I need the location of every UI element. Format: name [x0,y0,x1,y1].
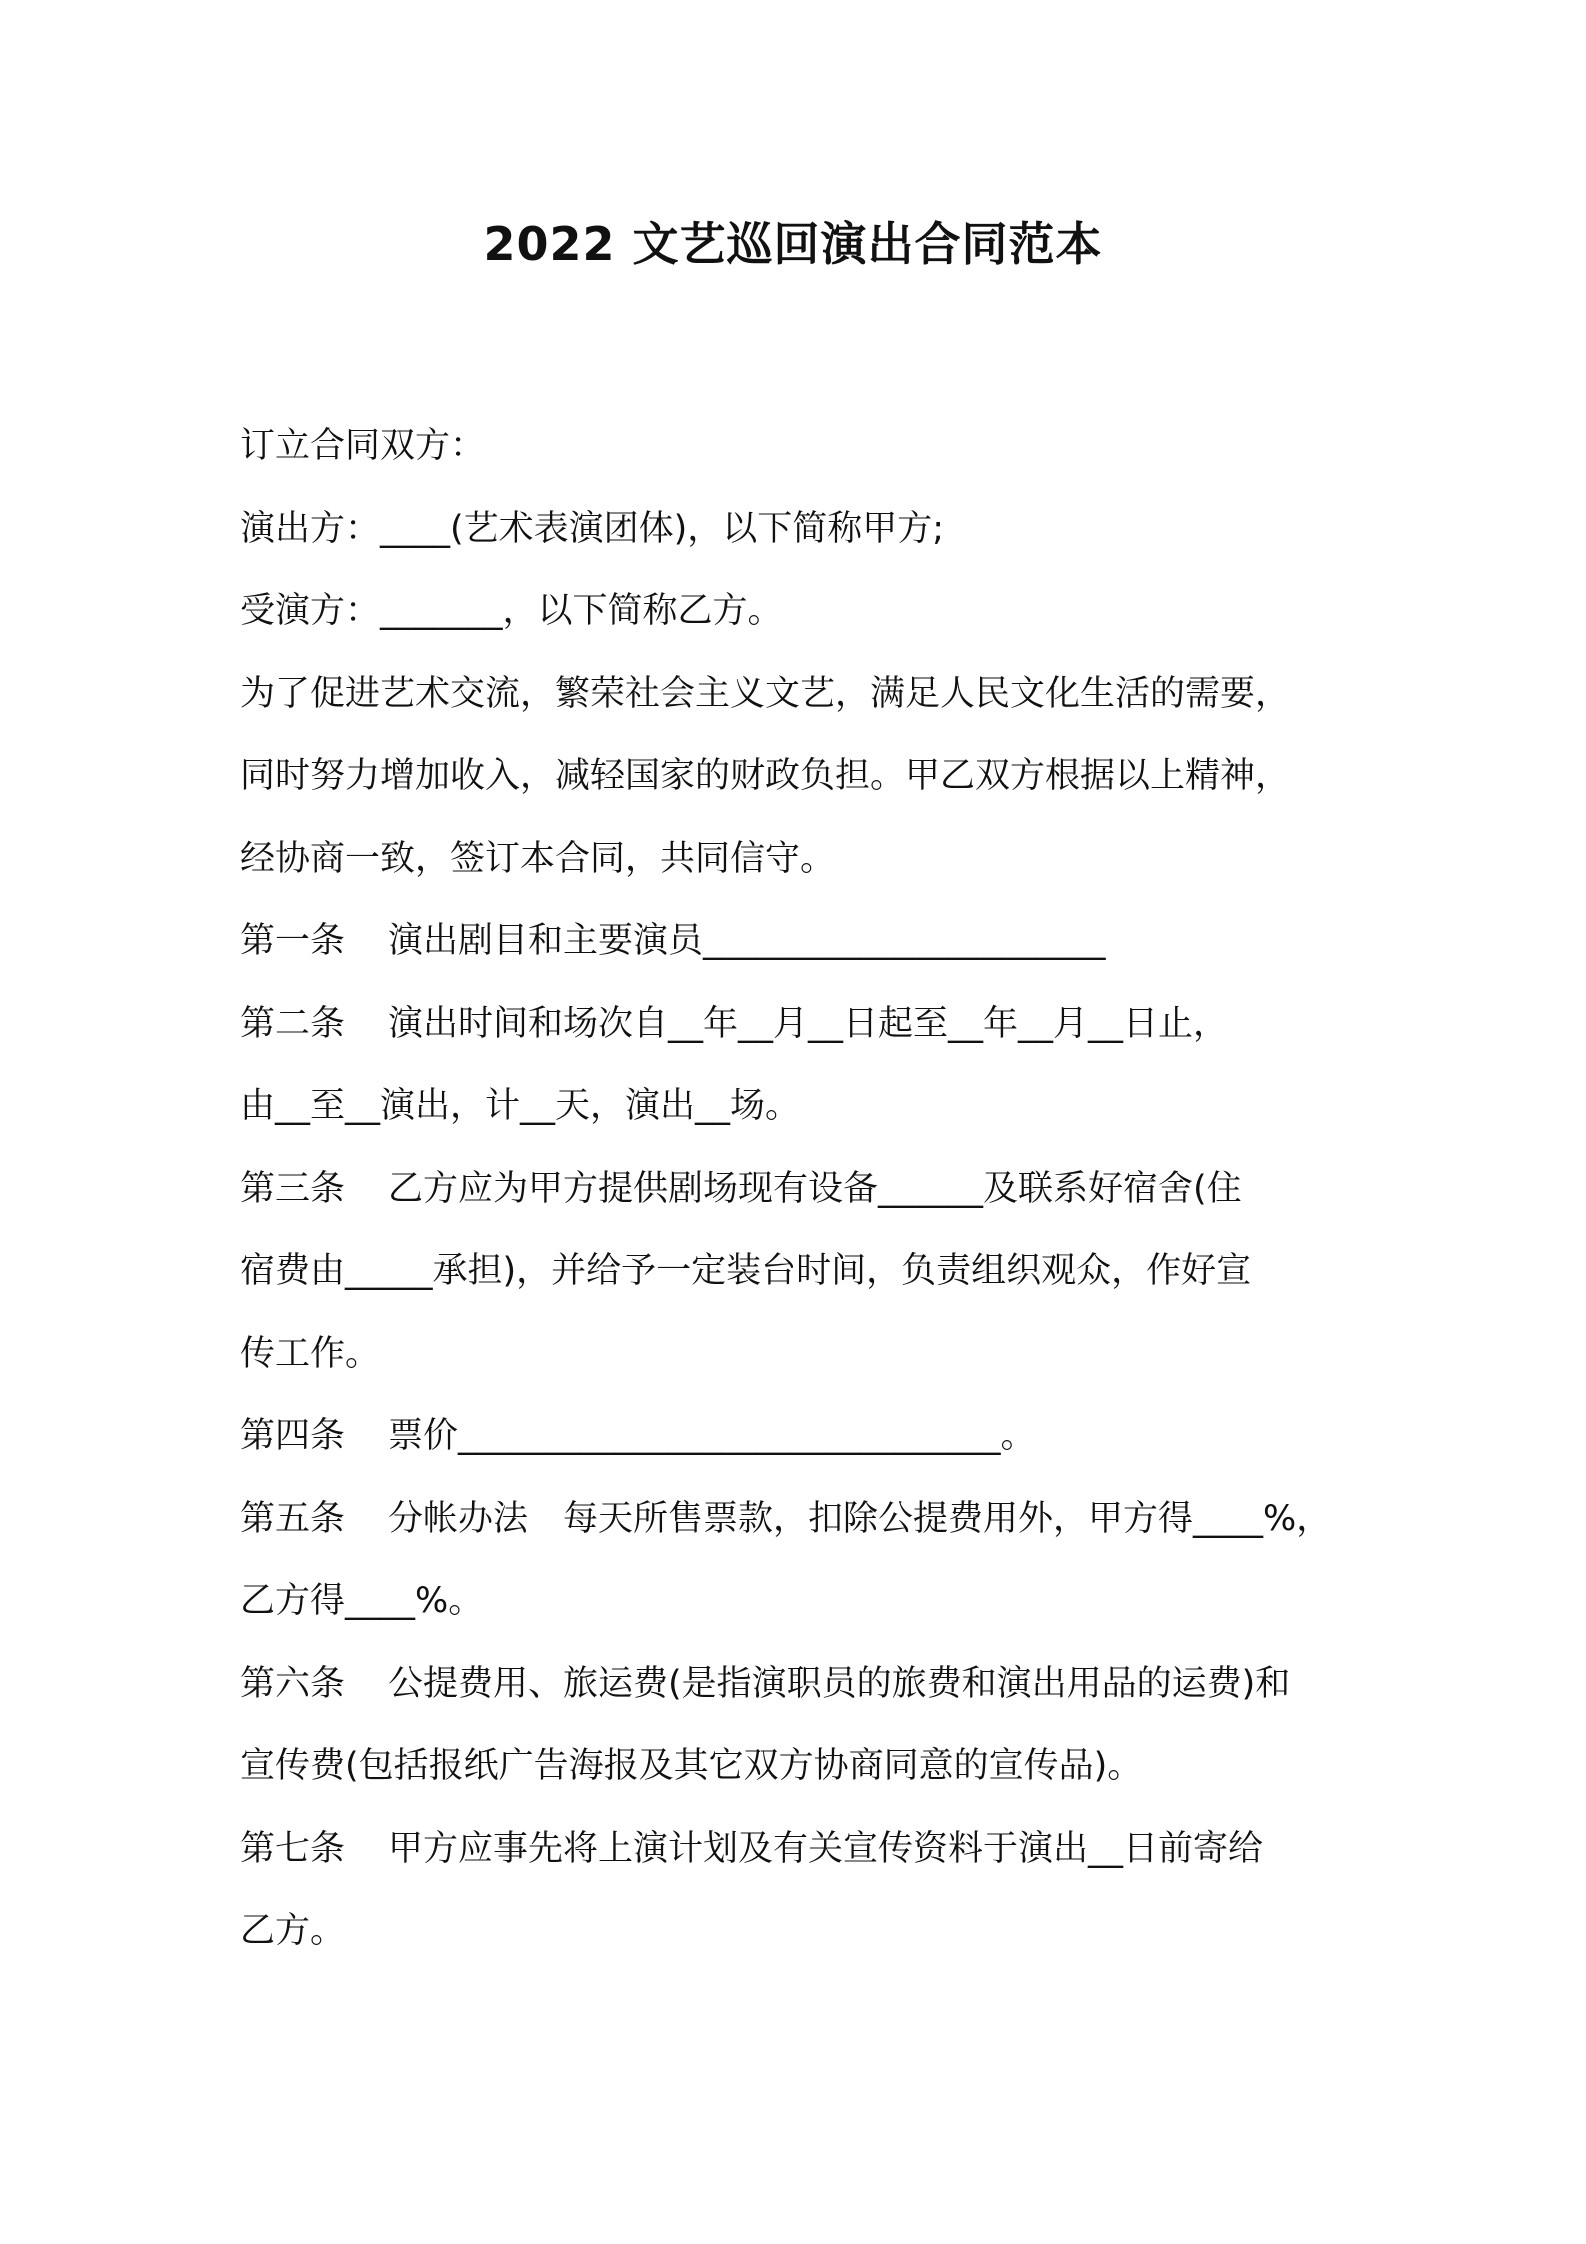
contract-line [240,1478,1390,1561]
line-text: 同时努力增加收入，减轻国家的财政负担。甲乙双方根据以上精神， [240,756,1291,796]
line-text: 分帐办法 每天所售票款，扣除公提费用外，甲方得____%， [388,1498,1332,1539]
contract-line [240,488,1390,571]
line-text: 甲方应事先将上演计划及有关宣传资料于演出__日前寄给 [388,1828,1264,1869]
line-text: 乙方得____%。 [240,1581,484,1621]
line-text: 订立合同双方： [240,426,486,466]
contract-line [240,1643,1390,1726]
line-text: 为了促进艺术交流，繁荣社会主义文艺，满足人民文化生活的需要， [240,673,1291,714]
line-text: 乙方。 [240,1911,346,1951]
line-text: 传工作。 [240,1333,381,1374]
line-text: 演出剧目和主要演员_______________________ [388,921,1106,961]
contract-line [240,735,1390,818]
line-text: 宣传费(包括报纸广告海报及其它双方协商同意的宣传品)。 [240,1746,1143,1786]
contract-line [240,1395,1390,1478]
contract-line [240,1560,1390,1643]
contract-line [240,1065,1390,1148]
article-number: 第六条 [240,1663,346,1704]
contract-line [240,653,1390,736]
article-number: 第五条 [240,1498,346,1539]
contract-line [240,1890,1390,1973]
contract-line [240,1148,1390,1231]
line-text: 经协商一致，签订本合同，共同信守。 [240,838,836,879]
contract-line [240,1725,1390,1808]
line-text: 演出方：____(艺术表演团体)，以下简称甲方; [240,508,945,549]
contract-body [240,405,1390,1973]
article-number: 第二条 [240,1003,346,1044]
line-text: 受演方：_______，以下简称乙方。 [240,591,783,631]
line-text: 公提费用、旅运费(是指演职员的旅费和演出用品的运费)和 [388,1663,1291,1704]
contract-line [240,983,1390,1066]
contract-line [240,1808,1390,1891]
contract-line [240,405,1390,488]
contract-line [240,1313,1390,1396]
article-number: 第七条 [240,1828,346,1869]
contract-line [240,570,1390,653]
line-text: 宿费由_____承担)，并给予一定装台时间，负责组织观众，作好宣 [240,1251,1252,1291]
line-text: 乙方应为甲方提供剧场现有设备______及联系好宿舍(住 [388,1168,1242,1209]
contract-line [240,900,1390,983]
document-title: 2022 文艺巡回演出合同范本 [483,217,1103,271]
line-text: 由__至__演出，计__天，演出__场。 [240,1086,801,1126]
article-number: 第一条 [240,921,346,961]
contract-line [240,1230,1390,1313]
contract-line [240,818,1390,901]
article-number: 第三条 [240,1168,346,1209]
article-number: 第四条 [240,1416,346,1456]
line-text: 票价_______________________________。 [388,1416,1036,1456]
line-text: 演出时间和场次自__年__月__日起至__年__月__日止， [388,1003,1229,1044]
